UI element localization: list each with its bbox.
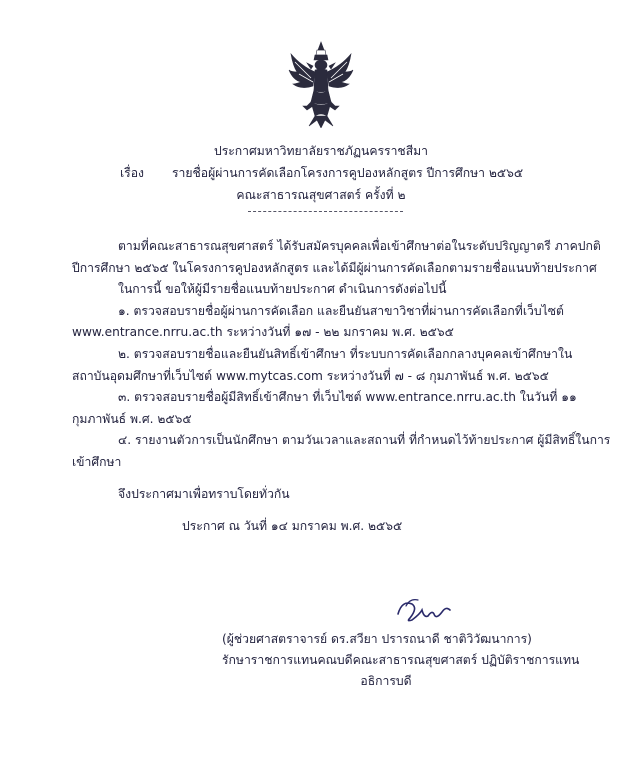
announcement-round: คณะสาธารณสุขศาสตร์ ครั้งที่ ๒	[236, 188, 406, 202]
handwritten-signature	[392, 596, 454, 626]
paragraph-1-line-1: ตามที่คณะสาธารณสุขศาสตร์ ได้รับสมัครบุคคลเพื่อเข้าศึกษาต่อในระดับปริญญาตรี ภาคปกติ	[118, 239, 601, 253]
paragraph-1-line-2: ปีการศึกษา ๒๕๖๕ ในโครงการคูปองหลักสูตร และได้มีผู้ผ่านการคัดเลือกตามรายชื่อแนบท้ายประกาศ	[72, 261, 597, 275]
item-2-line-1: ๒. ตรวจสอบรายชื่อและยืนยันสิทธิ์เข้าศึกษา ที่ระบบการคัดเลือกกลางบุคคลเข้าศึกษาใน	[118, 347, 573, 361]
paragraph-2: ในการนี้ ขอให้ผู้มีรายชื่อแนบท้ายประกาศ ดำเนินการดังต่อไปนี้	[118, 282, 447, 296]
item-1-line-1: ๑. ตรวจสอบรายชื่อผู้ผ่านการคัดเลือก และยืนยันสาขาวิชาที่ผ่านการคัดเลือกที่เว็บไซต์	[118, 304, 564, 318]
subject-label: เรื่อง	[120, 166, 144, 180]
header-divider	[248, 211, 403, 212]
announcement-title: ประกาศมหาวิทยาลัยราชภัฏนครราชสีมา	[213, 144, 429, 158]
item-1-line-2: www.entrance.nrru.ac.th ระหว่างวันที่ ๑๗ - ๒๒ มกราคม พ.ศ. ๒๕๖๕	[72, 325, 454, 339]
signatory-position: รักษาราชการแทนคณบดีคณะสาธารณสุขศาสตร์ ปฏิบัติราชการแทน	[222, 653, 580, 667]
signatory-position-2: อธิการบดี	[360, 674, 412, 688]
announcement-date: ประกาศ ณ วันที่ ๑๔ มกราคม พ.ศ. ๒๕๖๕	[182, 519, 403, 533]
subject-text: รายชื่อผู้ผ่านการคัดเลือกโครงการคูปองหลักสูตร ปีการศึกษา ๒๕๖๕	[172, 166, 524, 180]
item-3-line-2: กุมภาพันธ์ พ.ศ. ๒๕๖๕	[72, 412, 192, 426]
item-2-line-2: สถาบันอุดมศึกษาที่เว็บไซต์ www.mytcas.com ระหว่างวันที่ ๗ - ๘ กุมภาพันธ์ พ.ศ. ๒๕๖๕	[72, 369, 549, 383]
closing-statement: จึงประกาศมาเพื่อทราบโดยทั่วกัน	[118, 487, 290, 501]
item-4-line-1: ๔. รายงานตัวการเป็นนักศึกษา ตามวันเวลาและสถานที่ ที่กำหนดไว้ท้ายประกาศ ผู้มีสิทธิ์ในการ	[118, 433, 611, 447]
announcement-subject	[120, 165, 523, 181]
garuda-emblem-icon	[287, 40, 355, 128]
item-3-line-1: ๓. ตรวจสอบรายชื่อผู้มีสิทธิ์เข้าศึกษา ที่เว็บไซต์ www.entrance.nrru.ac.th ในวันที่ ๑๑	[118, 390, 577, 404]
item-4-line-2: เข้าศึกษา	[72, 455, 122, 469]
signatory-name: (ผู้ช่วยศาสตราจารย์ ดร.สวียา ปรารถนาดี ชาติวิวัฒนาการ)	[222, 632, 532, 646]
